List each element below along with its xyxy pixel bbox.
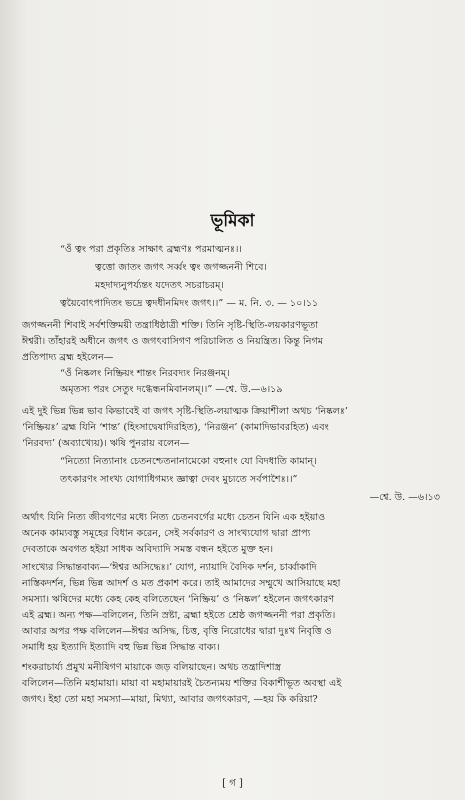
text-line: ‘নিষ্ক্রিয়ঃ’ ব্রহ্ম যিনি ‘শান্ত’ (হিংসাদ্বেষাদিরহিত), ‘নিরঞ্জন’ (কামাদিভাবরহিত) এবং [22, 422, 329, 433]
text-line: ‘নিরবদ্য’ (অব্যাখ্যেয়)। ঋষি পুনরায় বলেন— [22, 438, 190, 449]
text-line: “নিত্যো নিত্যানাং চেতনশ্চেতনানামেকো বহুনাং যো বিদধাতি কামান্। [60, 456, 317, 467]
text-line: ত্বত্তো জাতং জগৎ সর্ব্বং ত্বং জগজ্জননী শিবে। [95, 262, 267, 273]
text-line: তৎকারণং সাংখ্য যোগাধিগম্যং জ্ঞাত্বা দেবং মুচ্যতে সর্বপাশৈঃ।।” [60, 474, 298, 485]
text-line: সমস্যা। ঋষিদের মধ্যে কেহ কেহ বলিতেছেন ‘নিষ্ক্রিয়’ ও ‘নিষ্কল’ হইলেন জগৎকারণ [22, 594, 335, 605]
text-line: অর্থাৎ যিনি নিত্য জীবগণের মধ্যে নিত্য চেতনবর্গের মধ্যে চেতন যিনি এক হইয়াও [22, 512, 326, 523]
text-line: ঈশ্বরী। তাঁহারই অধীনে জগৎ ও জগৎবাসিগণ পরিচালিত ও নিয়ন্ত্রিত। কিন্তু নিগম [22, 336, 324, 347]
page-heading: ভূমিকা [210, 211, 255, 231]
text-line: —শ্বে. উ. —৬।১৩ [369, 492, 440, 503]
page-number: [ গ ] [222, 778, 243, 789]
text-line: সাংখ্যের সিদ্ধান্তবাক্য—‘ঈশ্বর অসিদ্ধেঃ।’ যোগ, ন্যায়াদি বৈদিক দর্শন, চার্ব্বাকাদি [22, 562, 317, 573]
text-line: এই ব্রহ্ম। অন্য পক্ষ—বলিলেন, তিনি স্রষ্টা, ব্রহ্মা হইতে শ্রেষ্ঠ জগজ্জননী পরা প্রকৃতি। [22, 610, 336, 621]
text-line: জগৎ। ইহা তো মহা সমস্যা—মায়া, মিথ্যা, আবার জগৎকারণ, —হয় কি করিয়া? [22, 694, 318, 705]
text-line: “ওঁ নিষ্কলং নিষ্ক্রিয়ং শান্তং নিরবদ্যং নিরঞ্জনম্। [60, 368, 230, 379]
text-line: জগজ্জননী শিবাই সর্বশক্তিময়ী তন্ত্রাধিষ্ঠাত্রী শক্তি। তিনি সৃষ্টি-স্থিতি-লয়কারণভূতা [22, 320, 319, 331]
text-line: আবার অপর পক্ষ বলিলেন—ঈশ্বর অসিদ্ধ, চিত্ত, বৃত্তি নিরোধের দ্বারা দুঃখ নিবৃত্তি ও [22, 626, 332, 637]
text-line: ত্বয়ৈবোৎপাদিতং ভদ্রে ত্বদধীনমিদং জগৎ।।” — ম. নি. ৩. — ১০।১১ [60, 298, 319, 309]
text-line: প্রতিপাদ্য ব্রহ্ম হইলেন— [22, 352, 114, 363]
text-line: মহদাদ্যনুপর্য্যন্তং যদেতৎ সচরাচরম্। [95, 280, 224, 291]
text-line: অনেক কাম্যবস্তু সমূহের বিধান করেন, সেই সর্বকারণ ও সাংখ্যযোগ দ্বারা প্রাপ্য [22, 528, 311, 539]
text-line: বলিলেন—তিনি মহামায়া। মায়া বা মহামায়ারই চৈতন্যময় শক্তির বিকাশীভূত অবস্থা এই [22, 678, 342, 689]
text-line: “ওঁ ত্বং পরা প্রকৃতিঃ সাক্ষাৎ ব্রহ্মণঃ পরমাত্মনঃ।। [60, 244, 242, 255]
text-line: নাস্তিকদর্শন, ভিন্ন ভিন্ন আদর্শ ও মত প্রকাশ করে। তাই আমাদের সম্মুখে আসিয়াছে মহা [22, 578, 341, 589]
text-line: দেবতাকে অবগত হইয়া সাধক অবিদ্যাদি সমস্ত বন্ধন হইতে মুক্ত হন। [22, 544, 274, 555]
text-line: অমৃতস্য পরং সেতুং দগ্ধেন্ধনমিবানলম্।।” —শ্বে. উ.—৬।১৯ [60, 384, 283, 395]
text-line: সমাধি হয় ইত্যাদি ইত্যাদি বহু ভিন্ন ভিন্ন সিদ্ধান্ত বাক্য। [22, 642, 220, 653]
text-line: শংকরাচার্য্য প্রমুখ মনীষিগণ মায়াকে জড় বলিয়াছেন। অথচ তন্ত্রাদিশাস্ত্র [22, 662, 282, 673]
text-line: এই দুই ভিন্ন ভিন্ন ভাব কিভাবেই বা জগৎ সৃষ্টি-স্থিতি-লয়াত্মক ক্রিয়াশীলা অথচ ‘নিষ্কলঃ’ [22, 406, 348, 417]
